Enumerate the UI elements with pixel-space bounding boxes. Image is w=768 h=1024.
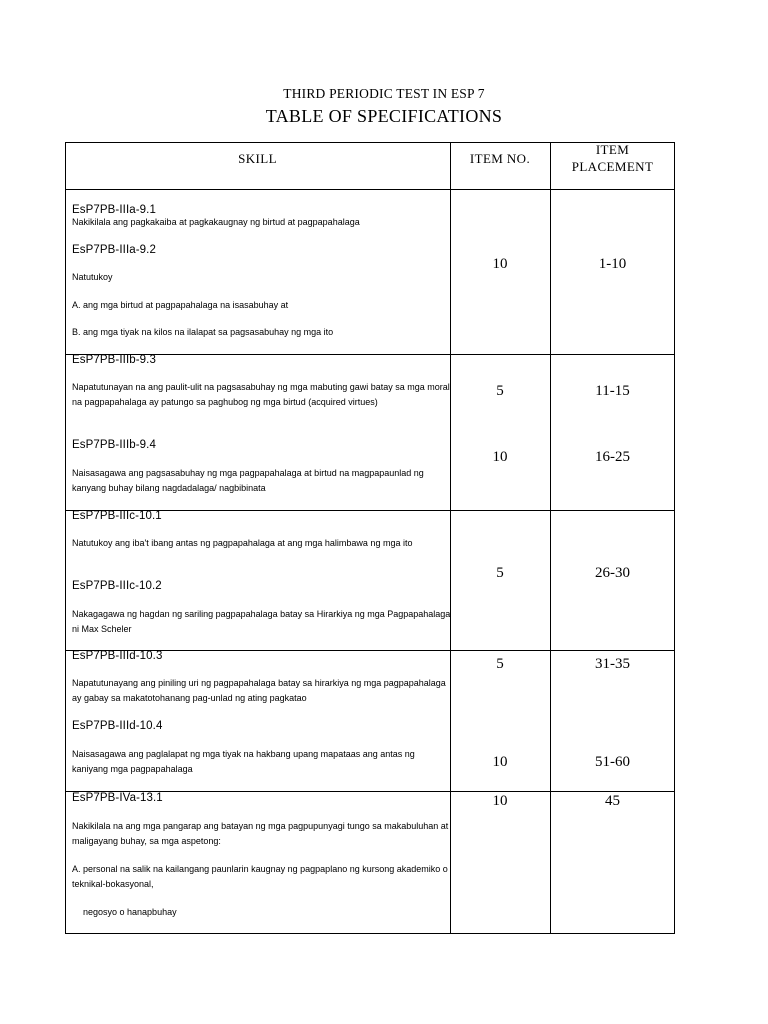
item-placement: 26-30 <box>595 565 630 581</box>
competency-description: Naisasagawa ang pagsasabuhay ng mga pagpapahalaga at birtud na magpapaunlad ng kanyang buhay bilang nagdadalaga/ nagbibinata <box>72 468 424 493</box>
competency-description: Napatutunayang ang piniling uri ng pagpapahalaga batay sa hirarkiya ng mga pagpapahalaga ay gabay sa makatotohanang pag-unlad ng ating pagkatao <box>72 678 446 703</box>
table-border-bottom <box>65 933 675 934</box>
competency-code: EsP7PB-IIIa-9.2 <box>72 244 156 256</box>
competency-code: EsP7PB-IIId-10.3 <box>72 650 163 662</box>
header-item-placement-line2: PLACEMENT <box>571 159 654 174</box>
item-count: 10 <box>492 793 508 809</box>
header-item-placement <box>550 141 675 175</box>
item-placement: 1-10 <box>598 256 627 272</box>
table-border-left <box>65 142 66 934</box>
competency-code: EsP7PB-IIIb-9.3 <box>72 354 156 366</box>
header-skill: SKILL <box>238 151 277 166</box>
competency-code: EsP7PB-IIIa-9.1 <box>72 204 156 216</box>
item-placement: 16-25 <box>595 449 630 465</box>
header-divider <box>65 189 675 190</box>
item-placement: 51-60 <box>595 754 630 770</box>
item-placement: 31-35 <box>595 656 630 672</box>
competency-code: EsP7PB-IIIc-10.2 <box>72 580 162 592</box>
item-count: 10 <box>492 256 508 272</box>
specifications-table <box>65 142 675 934</box>
item-placement: 11-15 <box>595 383 630 399</box>
document-subtitle: THIRD PERIODIC TEST IN ESP 7 <box>283 86 485 101</box>
competency-code: EsP7PB-IVa-13.1 <box>72 792 163 804</box>
item-count: 10 <box>492 754 508 770</box>
document-title: TABLE OF SPECIFICATIONS <box>265 106 503 126</box>
row-divider-1 <box>65 354 675 355</box>
competency-code: EsP7PB-IIIb-9.4 <box>72 439 156 451</box>
header-item-placement-line1: ITEM <box>595 142 630 157</box>
competency-description: Nakikilala na ang mga pangarap ang batayan ng mga pagpupunyagi tungo sa makabuluhan at maligayang buhay, sa mga aspetong: <box>72 821 449 846</box>
item-count: 5 <box>496 383 504 399</box>
competency-description: B. ang mga tiyak na kilos na ilalapat sa pagsasabuhay ng mga ito <box>72 327 334 337</box>
item-count: 10 <box>492 449 508 465</box>
competency-description: A. ang mga birtud at pagpapahalaga na isasabuhay at <box>72 300 289 310</box>
competency-description: Natutukoy ang iba't ibang antas ng pagpapahalaga at ang mga halimbawa ng mga ito <box>72 538 413 548</box>
competency-description: Nakikilala ang pagkakaiba at pagkakaugnay ng birtud at pagpapahalaga <box>72 217 360 227</box>
item-count: 5 <box>496 565 504 581</box>
competency-description: Natutukoy <box>72 272 113 282</box>
competency-description: A. personal na salik na kailangang paunlarin kaugnay ng pagpaplano ng kursong akademiko o teknikal-bokasyonal, <box>72 864 448 889</box>
competency-code: EsP7PB-IIId-10.4 <box>72 720 163 732</box>
item-count: 5 <box>496 656 504 672</box>
competency-code: EsP7PB-IIIc-10.1 <box>72 510 162 522</box>
competency-description: negosyo o hanapbuhay <box>83 907 177 917</box>
competency-description: Nakagagawa ng hagdan ng sariling pagpapahalaga batay sa Hirarkiya ng mga Pagpapahalaga ni Max Scheler <box>72 609 451 634</box>
competency-description: Napatutunayan na ang paulit-ulit na pagsasabuhay ng mga mabuting gawi batay sa mga moral na pagpapahalaga ay patungo sa paghubog ng mga birtud (acquired virtues) <box>72 382 450 407</box>
item-placement: 45 <box>605 793 620 809</box>
competency-description: Naisasagawa ang paglalapat ng mga tiyak na hakbang upang mapataas ang antas ng kaniyang mga pagpapahalaga <box>72 749 415 774</box>
header-item-no: ITEM NO. <box>469 151 531 166</box>
